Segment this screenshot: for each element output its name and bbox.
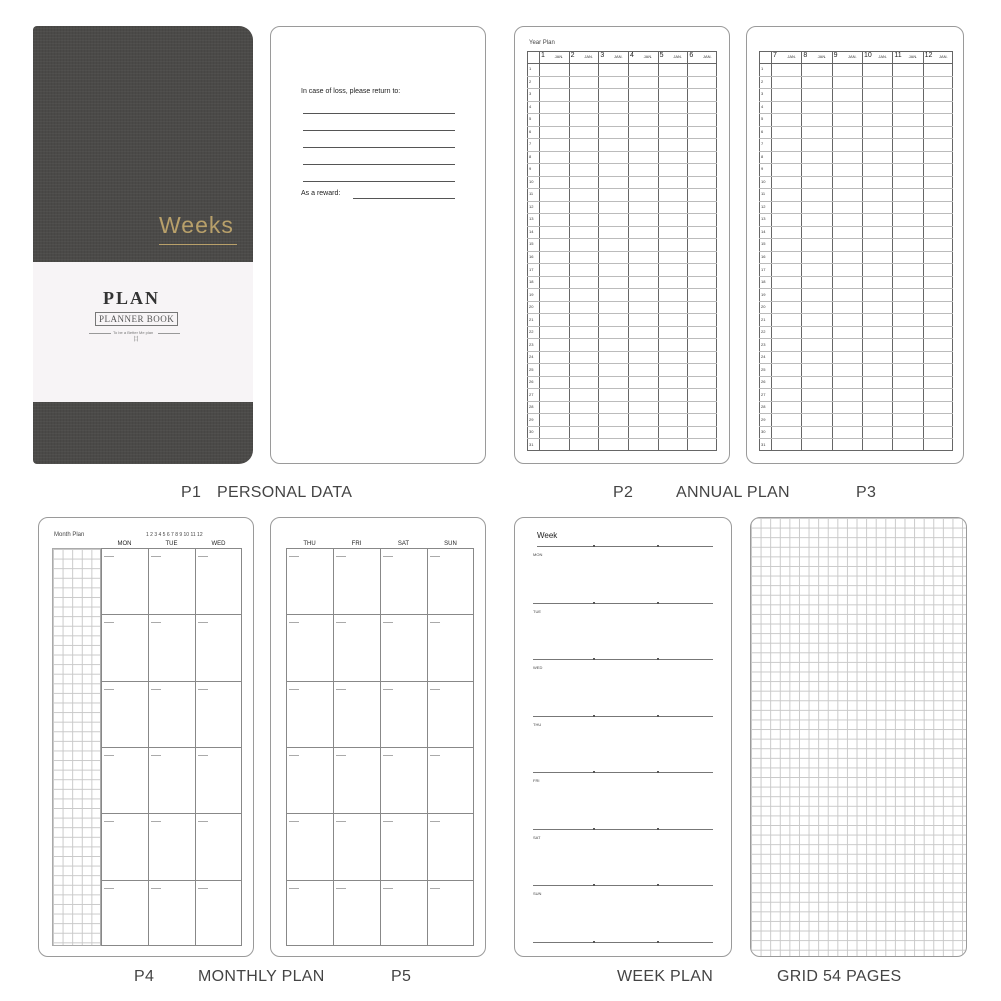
month-day-label: FRI [351, 541, 362, 547]
year-row-rule [759, 401, 953, 402]
month-date-dash [198, 556, 208, 557]
year-row-rule [527, 426, 717, 427]
month-day-label: THU [303, 541, 316, 547]
week-day-rule [533, 772, 713, 773]
year-month-tag: JAN. [554, 54, 564, 59]
month-day-label: MON [117, 541, 132, 547]
year-row-rule [527, 226, 717, 227]
year-day-number: 7 [529, 141, 532, 147]
year-day-number: 16 [529, 254, 534, 259]
year-day-number: 5 [761, 116, 764, 122]
year-row-rule [759, 276, 953, 277]
year-row-rule [527, 263, 717, 264]
week-dot [657, 715, 659, 717]
week-plan-page [514, 517, 732, 957]
month-row-rule [286, 880, 474, 881]
month-date-dash [198, 821, 208, 822]
caption-personal-data: PERSONAL DATA [217, 484, 353, 501]
month-row-rule [286, 681, 474, 682]
caption-p3: P3 [856, 484, 877, 501]
return-line-5 [303, 181, 455, 182]
week-dot [593, 658, 595, 660]
month-date-dash [198, 888, 208, 889]
month-date-dash [336, 556, 346, 557]
year-month-number: 4 [630, 52, 634, 59]
month-date-dash [336, 888, 346, 889]
reward-line [353, 198, 455, 199]
year-month-tag: JAN. [673, 54, 682, 59]
month-date-dash [430, 888, 440, 889]
week-dot [657, 602, 659, 604]
year-row-rule [759, 201, 953, 202]
month-day-label: TUE [165, 541, 178, 547]
year-row-rule [527, 376, 717, 377]
week-dot [657, 771, 659, 773]
month-row-rule [101, 614, 242, 615]
month-day-label: SAT [397, 541, 410, 547]
year-row-rule [759, 126, 953, 127]
year-day-number: 3 [529, 91, 532, 97]
year-month-number: 1 [541, 52, 545, 59]
year-day-number: 22 [529, 329, 534, 335]
week-dot [593, 545, 595, 547]
week-dot [657, 545, 659, 547]
return-line-4 [303, 164, 455, 165]
week-day-label: WED [533, 665, 543, 670]
year-row-rule [759, 76, 953, 77]
caption-monthly-plan: MONTHLY PLAN [198, 968, 325, 985]
month-plan-page-right [270, 517, 486, 957]
cover-title-underline [159, 244, 237, 245]
year-day-number: 17 [761, 266, 766, 272]
month-date-dash [198, 622, 208, 623]
year-day-number: 13 [529, 216, 534, 222]
month-date-dash [289, 821, 299, 822]
year-day-number: 24 [529, 354, 534, 360]
month-row-rule [286, 747, 474, 748]
year-row-rule [759, 188, 953, 189]
year-day-number: 29 [529, 416, 534, 422]
year-day-number: 5 [529, 116, 532, 122]
year-day-number: 2 [761, 78, 764, 84]
year-day-number: 23 [529, 341, 534, 347]
year-row-rule [759, 151, 953, 152]
week-day-label: THU [533, 721, 542, 727]
month-date-dash [336, 821, 346, 822]
year-row-rule [759, 138, 953, 139]
year-day-number: 13 [761, 216, 766, 222]
year-day-number: 31 [761, 441, 766, 447]
month-row-rule [286, 614, 474, 615]
year-day-number: 27 [761, 391, 766, 397]
year-day-number: 28 [761, 404, 766, 410]
month-date-dash [430, 556, 440, 557]
year-day-number: 18 [761, 279, 766, 285]
month-date-dash [198, 689, 208, 690]
year-row-rule [759, 263, 953, 264]
year-day-number: 31 [529, 441, 534, 447]
year-table-right [759, 51, 953, 451]
year-month-number: 12 [924, 52, 933, 59]
year-row-rule [759, 426, 953, 427]
year-plan-page-left [514, 26, 730, 464]
year-day-number: 10 [529, 178, 534, 184]
year-row-rule [527, 176, 717, 177]
year-day-number: 14 [761, 228, 766, 234]
month-calendar-left [101, 541, 242, 946]
month-numbers: 1 2 3 4 5 6 7 8 9 10 11 12 [146, 532, 203, 538]
planner-cover [33, 26, 253, 464]
year-row-rule [759, 88, 953, 89]
year-day-number: 12 [529, 203, 534, 209]
year-month-tag: JAN. [703, 54, 712, 59]
caption-week-plan: WEEK PLAN [617, 968, 714, 985]
year-row-rule [759, 251, 953, 252]
year-row-rule [527, 151, 717, 152]
year-row-rule [759, 363, 953, 364]
month-plan-title: Month Plan [54, 532, 85, 538]
week-title-rule [537, 546, 713, 547]
year-row-rule [759, 101, 953, 102]
year-day-number: 6 [761, 128, 764, 134]
year-month-number: 6 [689, 52, 694, 59]
year-day-number: 2 [529, 78, 532, 84]
year-row-rule [527, 276, 717, 277]
year-day-number: 7 [761, 141, 764, 147]
year-plan-page-right [746, 26, 964, 464]
year-table-left [527, 51, 717, 451]
year-day-number: 23 [761, 341, 766, 347]
month-day-label: WED [211, 541, 226, 547]
month-calendar-right [286, 541, 474, 946]
week-title: Week [537, 531, 558, 540]
band-rule-left [89, 333, 111, 334]
year-row-rule [527, 76, 717, 77]
week-day-rule [533, 659, 713, 660]
year-day-number: 21 [529, 316, 534, 322]
year-header-rule [759, 63, 953, 64]
grid-page [750, 517, 967, 957]
year-row-rule [759, 176, 953, 177]
caption-p2: P2 [613, 484, 634, 501]
year-day-number: 9 [761, 166, 764, 172]
year-month-tag: JAN. [878, 54, 887, 59]
month-date-dash [104, 556, 114, 557]
grid-paper [751, 518, 967, 957]
month-row-rule [101, 880, 242, 881]
month-date-dash [383, 622, 393, 623]
month-date-dash [104, 821, 114, 822]
month-date-dash [151, 689, 161, 690]
month-date-dash [430, 622, 440, 623]
year-day-number: 20 [529, 304, 534, 310]
band-rule-right [158, 333, 180, 334]
week-day-rule [533, 603, 713, 604]
week-dot [657, 828, 659, 830]
year-row-rule [527, 351, 717, 352]
month-day-label: SUN [444, 541, 457, 547]
year-day-number: 8 [529, 153, 532, 159]
caption-p4: P4 [134, 968, 155, 985]
year-day-number: 16 [761, 254, 766, 259]
week-day-label: MON [533, 552, 543, 557]
year-row-rule [527, 363, 717, 364]
year-month-number: 10 [864, 52, 872, 59]
return-line-3 [303, 147, 455, 148]
year-row-rule [527, 288, 717, 289]
year-row-rule [527, 126, 717, 127]
year-day-number: 4 [761, 103, 764, 109]
year-row-rule [527, 413, 717, 414]
month-date-dash [151, 622, 161, 623]
month-date-dash [104, 755, 114, 756]
year-day-number: 8 [761, 153, 764, 159]
year-row-rule [759, 313, 953, 314]
year-day-number: 4 [529, 103, 532, 109]
cover-title: Weeks [159, 212, 234, 238]
return-line-1 [303, 113, 455, 114]
year-month-number: 11 [894, 52, 902, 59]
month-notes-grid [52, 548, 101, 946]
year-row-rule [759, 113, 953, 114]
year-row-rule [759, 388, 953, 389]
month-date-dash [383, 821, 393, 822]
year-day-number: 25 [761, 366, 766, 372]
year-day-number: 30 [761, 429, 766, 435]
year-row-rule [759, 376, 953, 377]
year-day-number: 22 [761, 329, 766, 335]
year-row-rule [759, 351, 953, 352]
year-row-rule [759, 301, 953, 302]
year-row-rule [527, 338, 717, 339]
year-day-number: 19 [529, 291, 534, 297]
month-date-dash [430, 755, 440, 756]
week-dot [593, 771, 595, 773]
week-dot [593, 941, 595, 943]
year-month-tag: JAN. [614, 54, 623, 59]
year-day-number: 14 [529, 228, 534, 234]
year-month-tag: JAN. [787, 54, 796, 59]
year-day-number: 26 [529, 379, 534, 385]
year-row-rule [759, 288, 953, 289]
year-row-rule [527, 301, 717, 302]
month-date-dash [383, 689, 393, 690]
year-day-number: 29 [761, 416, 766, 422]
year-month-tag: JAN. [584, 54, 593, 59]
return-line-2 [303, 130, 455, 131]
month-date-dash [198, 755, 208, 756]
year-month-tag: JAN. [643, 54, 653, 59]
month-date-dash [289, 888, 299, 889]
month-date-dash [383, 888, 393, 889]
month-date-dash [104, 622, 114, 623]
year-day-number: 1 [761, 66, 764, 72]
week-day-label: TUE [533, 608, 541, 614]
year-month-number: 5 [659, 52, 664, 59]
week-dot [593, 715, 595, 717]
month-date-dash [336, 755, 346, 756]
month-row-rule [101, 747, 242, 748]
month-row-rule [101, 813, 242, 814]
month-date-dash [430, 689, 440, 690]
week-day-label: FRI [533, 778, 540, 783]
reward-label: As a reward: [301, 190, 341, 197]
caption-p5: P5 [391, 968, 412, 985]
band-subtitle: PLANNER BOOK [95, 312, 178, 326]
year-day-number: 21 [761, 316, 766, 322]
year-day-number: 17 [529, 266, 534, 272]
year-day-number: 26 [761, 379, 766, 385]
month-date-dash [289, 689, 299, 690]
personal-data-page [270, 26, 486, 464]
year-day-number: 10 [761, 178, 766, 184]
year-row-rule [759, 338, 953, 339]
month-date-dash [289, 556, 299, 557]
week-day-label: SUN [533, 891, 542, 896]
month-plan-page-left [38, 517, 254, 957]
week-dot [593, 884, 595, 886]
week-days [515, 518, 733, 958]
year-header-rule [527, 63, 717, 64]
month-date-dash [151, 755, 161, 756]
year-row-rule [527, 113, 717, 114]
year-row-rule [527, 213, 717, 214]
year-day-number: 3 [761, 91, 764, 97]
year-month-number: 2 [570, 52, 575, 59]
year-day-number: 28 [529, 404, 534, 410]
year-row-rule [759, 413, 953, 414]
band-mark: 目 [133, 337, 140, 343]
year-row-rule [759, 238, 953, 239]
year-row-rule [527, 313, 717, 314]
year-row-rule [759, 326, 953, 327]
year-month-tag: JAN. [817, 54, 827, 59]
year-row-rule [527, 388, 717, 389]
month-row-rule [101, 681, 242, 682]
year-row-rule [527, 138, 717, 139]
year-row-rule [759, 163, 953, 164]
year-day-number: 15 [761, 241, 766, 247]
year-day-number: 15 [529, 241, 534, 247]
year-day-number: 25 [529, 366, 534, 372]
year-month-tag: JAN. [848, 54, 857, 59]
year-day-number: 27 [529, 391, 534, 397]
year-day-number: 30 [529, 429, 534, 435]
loss-heading: In case of loss, please return to: [301, 88, 401, 95]
month-date-dash [104, 888, 114, 889]
month-date-dash [151, 888, 161, 889]
year-day-number: 11 [761, 191, 766, 197]
month-row-rule [286, 813, 474, 814]
month-date-dash [289, 622, 299, 623]
band-title: PLAN [103, 288, 160, 308]
caption-p1: P1 [181, 484, 202, 501]
week-day-rule [533, 716, 713, 717]
caption-annual-plan: ANNUAL PLAN [676, 484, 790, 501]
week-dot [593, 602, 595, 604]
year-row-rule [759, 213, 953, 214]
year-row-rule [759, 438, 953, 439]
year-row-rule [527, 201, 717, 202]
month-date-dash [104, 689, 114, 690]
year-day-number: 6 [529, 128, 532, 134]
month-date-dash [383, 556, 393, 557]
year-row-rule [759, 226, 953, 227]
month-date-dash [430, 821, 440, 822]
year-month-tag: JAN. [908, 54, 918, 59]
month-date-dash [383, 755, 393, 756]
week-dot [657, 884, 659, 886]
week-day-rule [533, 942, 713, 943]
week-day-rule [533, 885, 713, 886]
band-tagline: To be a Better Me plan [113, 330, 154, 335]
week-day-rule [533, 829, 713, 830]
year-day-number: 18 [529, 279, 534, 285]
year-day-number: 9 [529, 166, 532, 172]
year-row-rule [527, 251, 717, 252]
week-dot [593, 828, 595, 830]
year-row-rule [527, 326, 717, 327]
month-date-dash [289, 755, 299, 756]
month-date-dash [336, 622, 346, 623]
month-date-dash [151, 556, 161, 557]
year-row-rule [527, 238, 717, 239]
year-row-rule [527, 401, 717, 402]
year-month-number: 7 [773, 52, 777, 59]
year-day-number: 19 [761, 291, 766, 297]
year-month-tag: JAN. [939, 54, 948, 59]
month-date-dash [336, 689, 346, 690]
year-row-rule [527, 438, 717, 439]
year-row-rule [527, 188, 717, 189]
year-day-number: 12 [761, 203, 766, 209]
week-dot [657, 941, 659, 943]
year-month-number: 3 [600, 52, 605, 59]
month-date-dash [151, 821, 161, 822]
year-row-rule [527, 163, 717, 164]
year-row-rule [527, 101, 717, 102]
year-plan-title: Year Plan [529, 40, 555, 46]
year-month-number: 9 [833, 52, 838, 59]
year-day-number: 20 [761, 304, 766, 310]
year-day-number: 1 [529, 66, 532, 72]
year-day-number: 24 [761, 354, 766, 360]
year-row-rule [527, 88, 717, 89]
caption-grid-pages: GRID 54 PAGES [777, 968, 902, 985]
week-dot [657, 658, 659, 660]
year-month-number: 8 [803, 52, 808, 59]
year-day-number: 11 [529, 191, 534, 197]
cover-band [33, 262, 253, 402]
week-day-label: SAT [533, 834, 541, 840]
